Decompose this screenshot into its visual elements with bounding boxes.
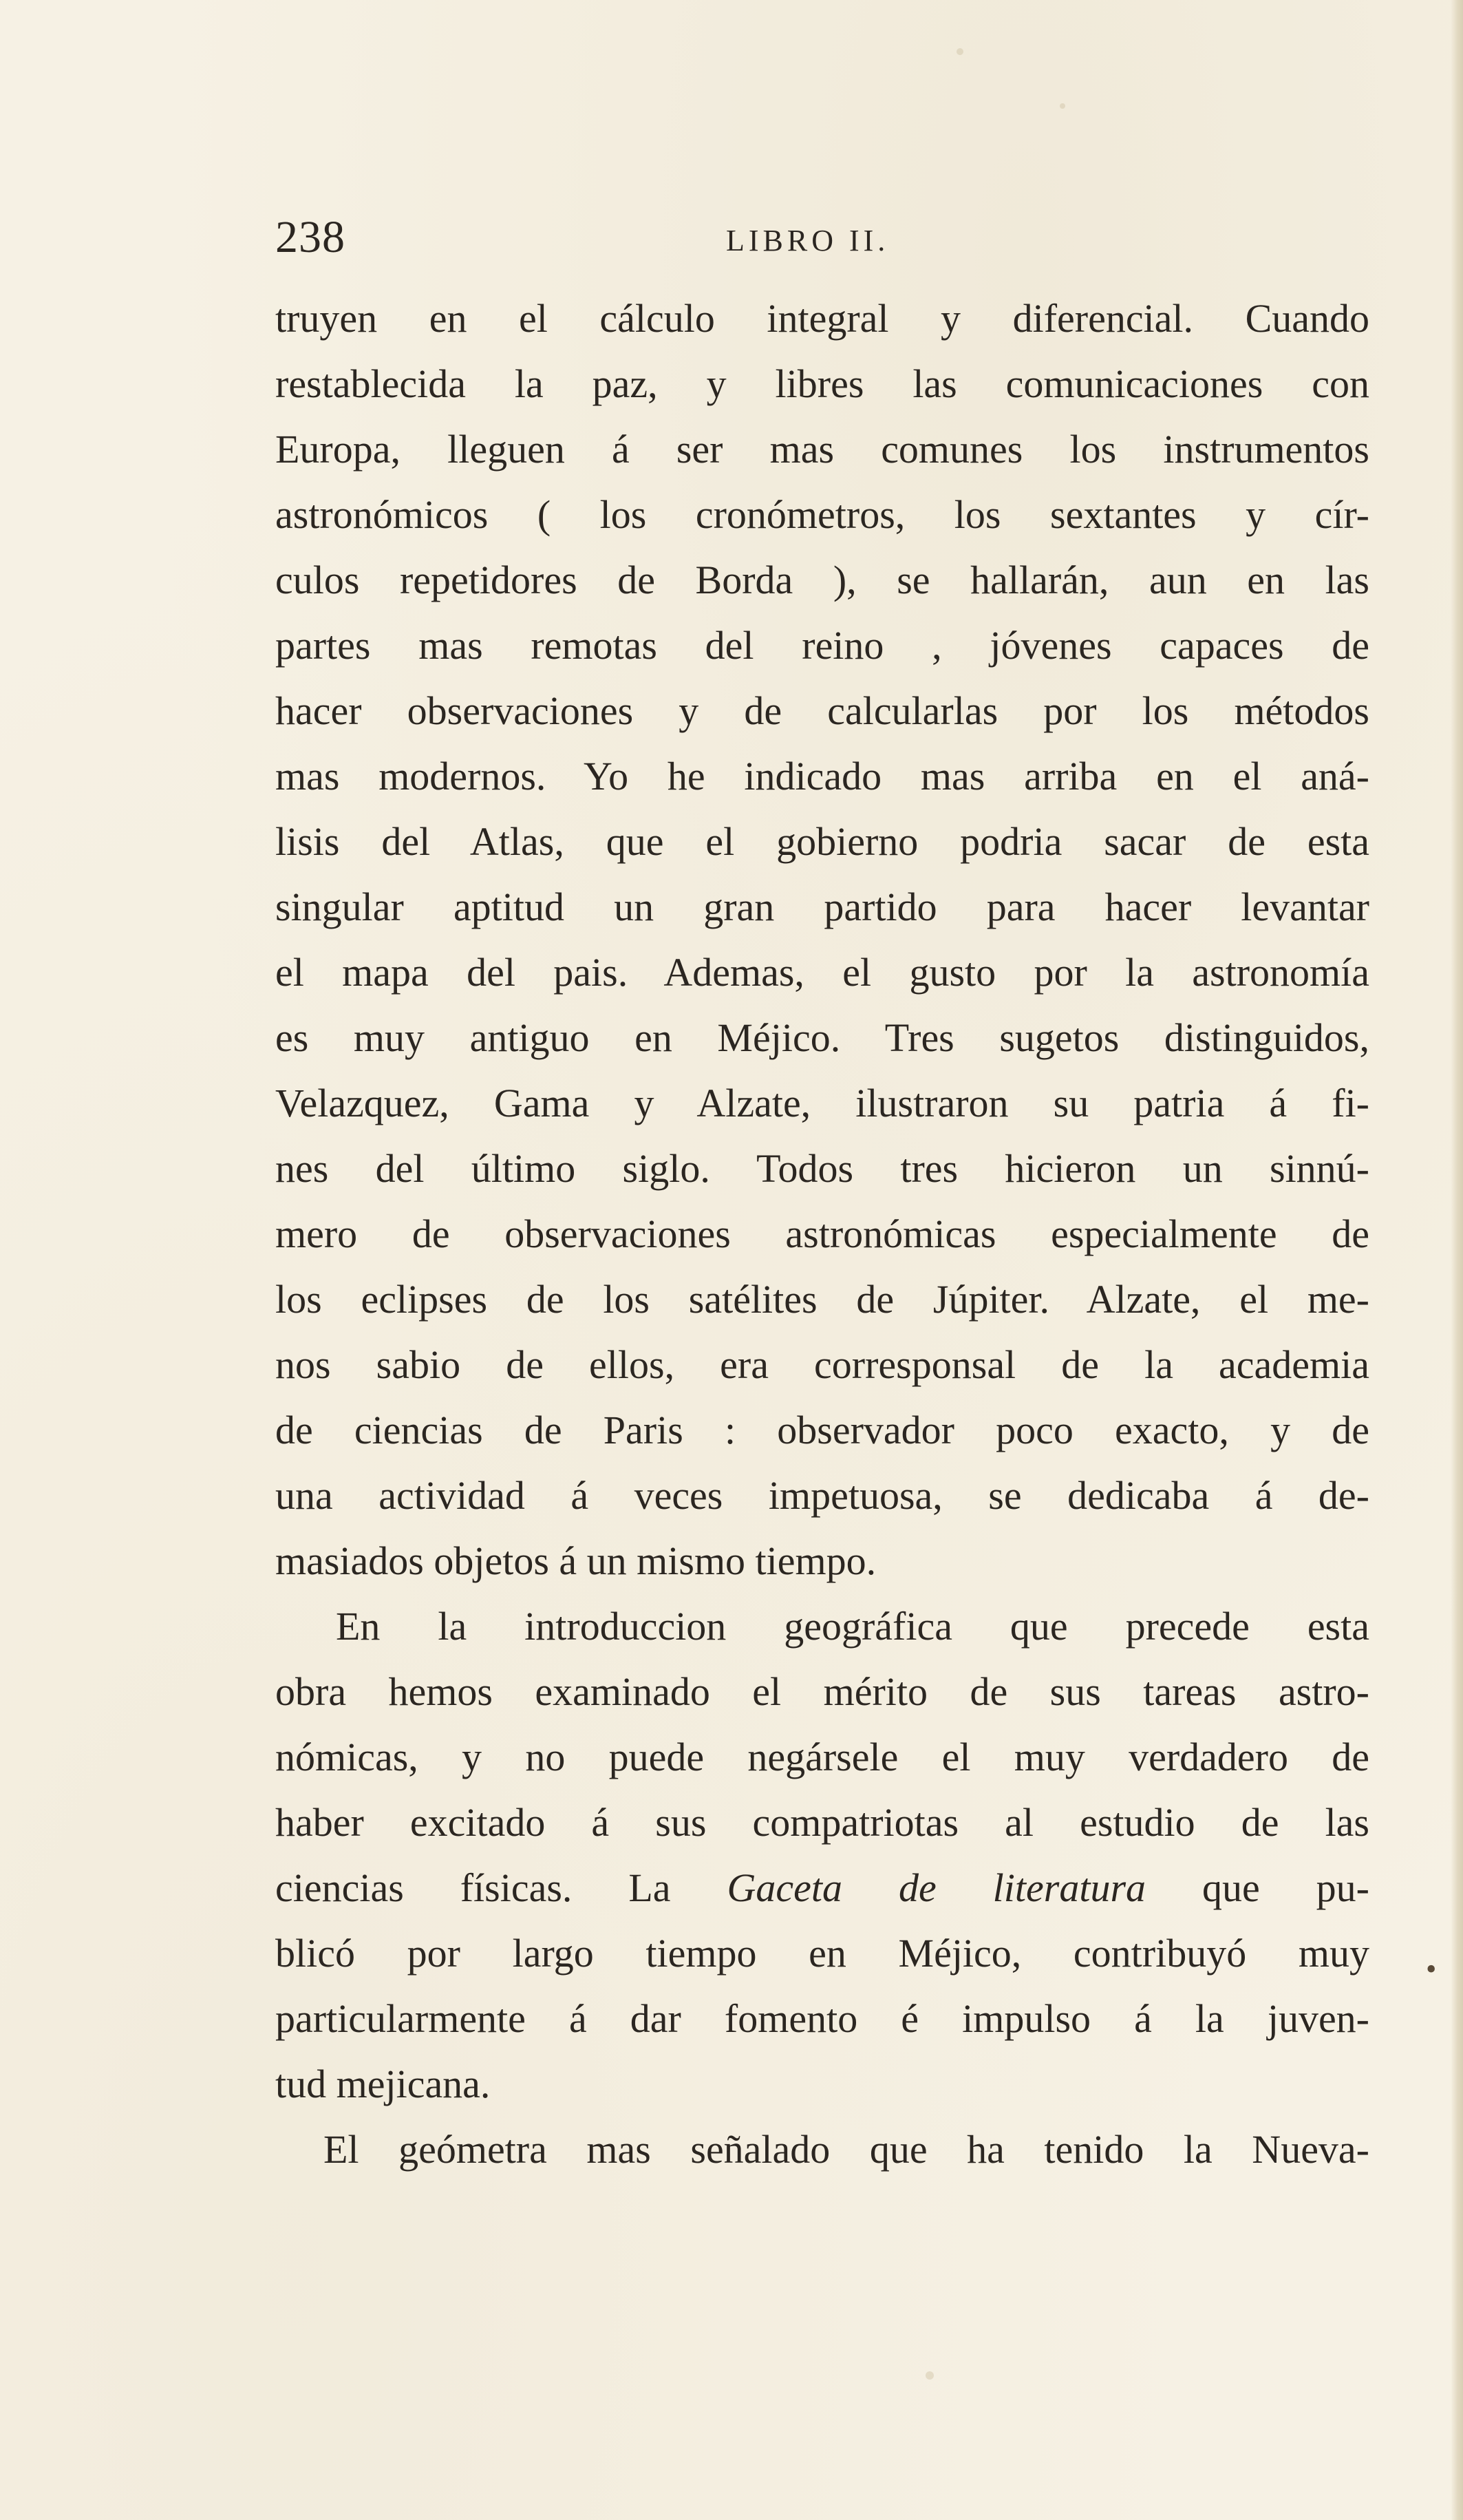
text-line: blicó por largo tiempo en Méjico, contribuyó muy: [275, 1931, 1369, 1976]
text-line: Velazquez, Gama y Alzate, ilustraron su patria á fi-: [275, 1081, 1369, 1125]
text-line: es muy antiguo en Méjico. Tres sugetos distinguidos,: [275, 1015, 1369, 1060]
text-line: una actividad á veces impetuosa, se dedicaba á de-: [275, 1473, 1369, 1518]
text-line: [275, 1855, 1369, 1920]
text-line: mas modernos. Yo he indicado mas arriba en el aná-: [275, 754, 1369, 798]
text-line: mero de observaciones astronómicas especialmente de: [275, 1211, 1369, 1256]
ink-mark: •: [1426, 1952, 1437, 1986]
text-line: nos sabio de ellos, era corresponsal de la academia: [275, 1342, 1369, 1387]
paper-speck: [957, 48, 963, 55]
running-head: LIBRO II.: [726, 224, 890, 257]
body-text: [275, 286, 1369, 2182]
page-header: [275, 207, 1369, 268]
text-line: obra hemos examinado el mérito de sus tareas astro-: [275, 1669, 1369, 1714]
paper-speck: [926, 2371, 934, 2380]
text-line: culos repetidores de Borda ), se hallarán, aun en las: [275, 558, 1369, 602]
text-line: astronómicos ( los cronómetros, los sextantes y cír-: [275, 492, 1369, 537]
text-line: nómicas, y no puede negársele el muy verdadero de: [275, 1735, 1369, 1779]
text-line: partes mas remotas del reino , jóvenes capaces de: [275, 623, 1369, 668]
text-line: nes del último siglo. Todos tres hicieron un sinnú-: [275, 1146, 1369, 1191]
text-segment: que pu-: [1146, 1865, 1369, 1910]
text-line: Europa, lleguen á ser mas comunes los instrumentos: [275, 427, 1369, 472]
text-line: restablecida la paz, y libres las comunicaciones con: [275, 361, 1369, 406]
text-line: hacer observaciones y de calcularlas por los métodos: [275, 688, 1369, 733]
text-line: particularmente á dar fomento é impulso á la juven-: [275, 1996, 1369, 2041]
text-line: los eclipses de los satélites de Júpiter. Alzate, el me-: [275, 1277, 1369, 1322]
page-edge-shadow: [1451, 0, 1463, 2520]
italic-title: Gaceta de literatura: [727, 1865, 1146, 1910]
text-line: singular aptitud un gran partido para hacer levantar: [275, 885, 1369, 929]
text-line: masiados objetos á un mismo tiempo.: [275, 1538, 877, 1583]
page-number: 238: [275, 212, 345, 262]
text-line: haber excitado á sus compatriotas al estudio de las: [275, 1800, 1369, 1845]
paper-speck: [1060, 103, 1065, 109]
paragraph-start: El geómetra mas señalado que ha tenido la Nueva-: [323, 2127, 1369, 2172]
text-line: tud mejicana.: [275, 2062, 491, 2106]
text-line: el mapa del pais. Ademas, el gusto por la astronomía: [275, 950, 1369, 995]
text-segment: ciencias físicas. La: [275, 1865, 727, 1910]
text-line: truyen en el cálculo integral y diferencial. Cuando: [275, 296, 1369, 341]
text-line: lisis del Atlas, que el gobierno podria sacar de esta: [275, 819, 1369, 864]
paragraph-start: En la introduccion geográfica que precede esta: [336, 1604, 1369, 1649]
text-line: de ciencias de Paris : observador poco exacto, y de: [275, 1408, 1369, 1452]
